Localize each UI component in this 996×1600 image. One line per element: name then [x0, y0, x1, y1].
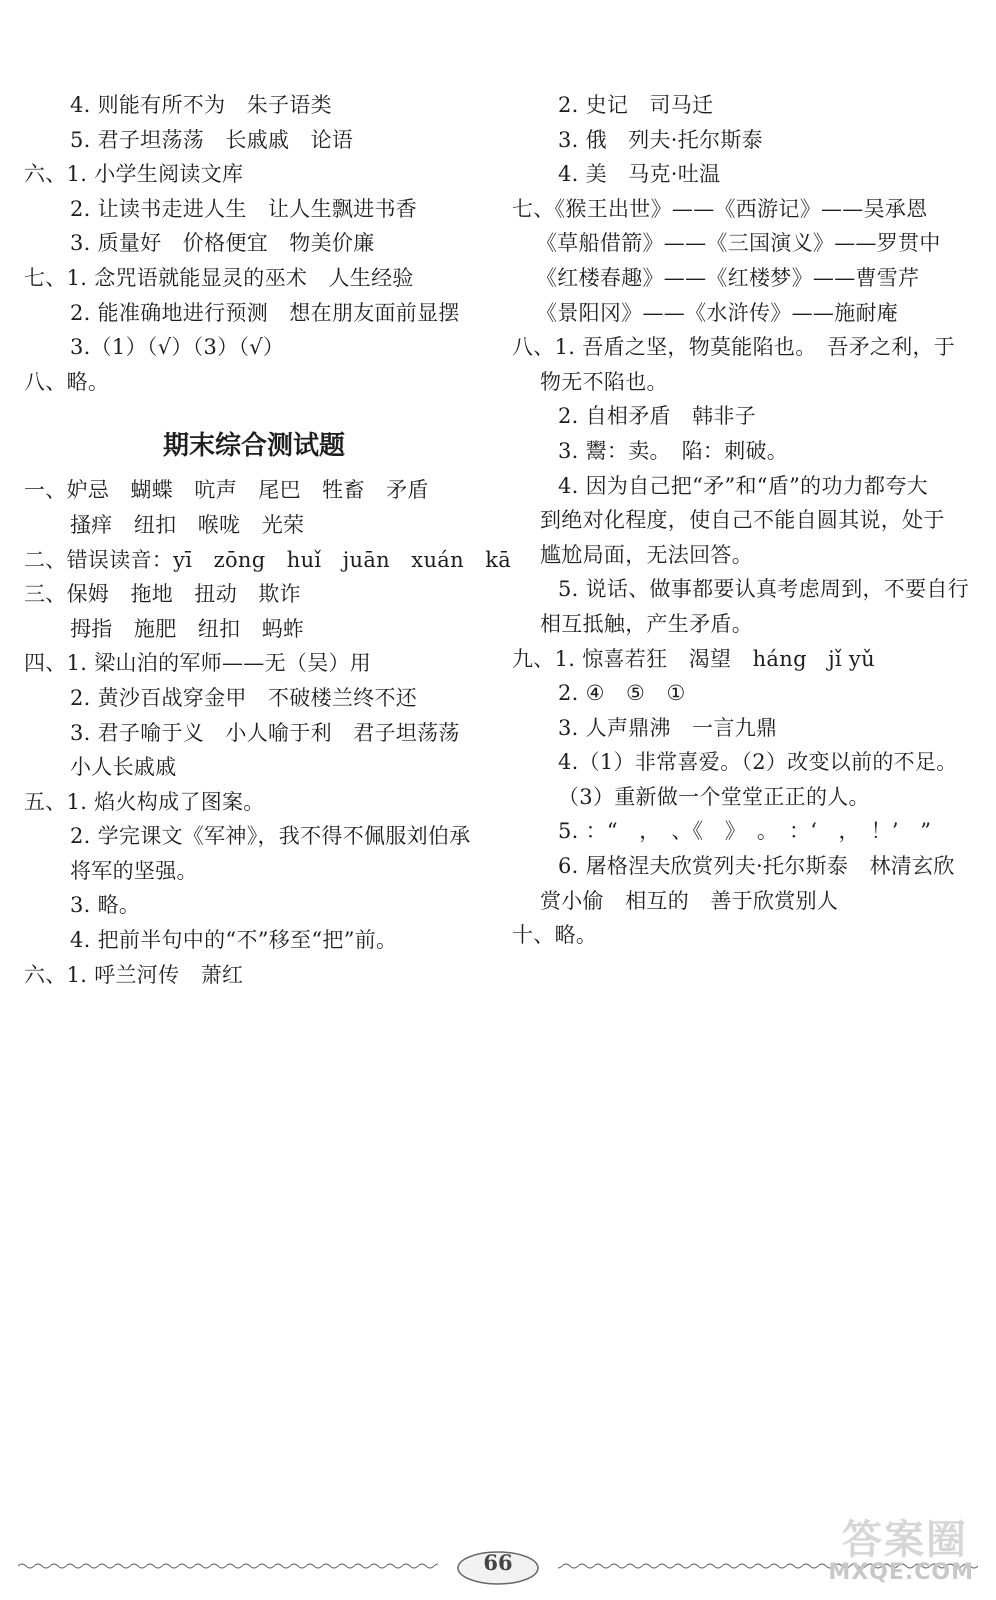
answer-line: 3. 人声鼎沸 一言九鼎 — [558, 715, 778, 740]
answer-line: 七、1. 念咒语就能显灵的巫术 人生经验 — [24, 265, 414, 290]
answer-line: 二、错误读音：yī zōng huǐ juān xuán kā — [24, 547, 512, 572]
answer-line: 五、1. 焰火构成了图案。 — [24, 789, 265, 814]
watermark-logo: 答案圈 — [842, 1517, 968, 1563]
answer-line: 4. 因为自己把“矛”和“盾”的功力都夸大 — [558, 473, 928, 498]
answer-line: 3. 君子喻于义 小人喻于利 君子坦荡荡 — [70, 720, 460, 745]
answer-line: 2. ④ ⑤ ① — [558, 681, 686, 706]
answer-line: 2. 学完课文《军神》，我不得不佩服刘伯承 — [70, 824, 471, 849]
answer-line: 《红楼春趣》——《红楼梦》——曹雪芹 — [536, 265, 920, 290]
answer-line: 十、略。 — [512, 923, 598, 948]
answer-line: 5. 君子坦荡荡 长戚戚 论语 — [70, 127, 354, 152]
answer-line: 拇指 施肥 纽扣 蚂蚱 — [70, 616, 305, 641]
answer-line: 尴尬局面，无法回答。 — [540, 542, 753, 567]
answer-line: 六、1. 小学生阅读文库 — [24, 162, 244, 187]
section-title: 期末综合测试题 — [162, 431, 345, 462]
right-column — [512, 88, 982, 953]
answer-line: 一、妒忌 蝴蝶 吭声 尾巴 牲畜 矛盾 — [24, 478, 429, 503]
answer-line: （3）重新做一个堂堂正正的人。 — [558, 784, 870, 809]
answer-line: 4. 美 马克·吐温 — [558, 162, 721, 187]
answer-line: 八、1. 吾盾之坚，物莫能陷也。 吾矛之利，于 — [512, 335, 956, 360]
answer-line: 2. 让读书走进人生 让人生飘进书香 — [70, 196, 418, 221]
watermark-site: MXQE.COM — [828, 1560, 974, 1585]
answer-line: 4. 把前半句中的“不”移至“把”前。 — [70, 928, 398, 953]
answer-line: 3. 略。 — [70, 893, 141, 918]
answer-line: 八、略。 — [24, 369, 110, 394]
answer-line: 三、保姆 拖地 扭动 欺诈 — [24, 582, 301, 607]
answer-line: 小人长戚戚 — [70, 755, 177, 780]
answer-line: 赏小偷 相互的 善于欣赏别人 — [540, 888, 839, 913]
answer-line: 到绝对化程度，使自己不能自圆其说，处于 — [540, 508, 945, 533]
answer-line: 3. 鬻：卖。 陷：刺破。 — [558, 438, 789, 463]
answer-line: 将军的坚强。 — [70, 858, 198, 883]
answer-line: 四、1. 梁山泊的军师——无（吴）用 — [24, 651, 372, 676]
left-column — [24, 88, 512, 992]
answer-line: 4. 则能有所不为 朱子语类 — [70, 93, 332, 117]
watermark — [808, 1508, 978, 1594]
answer-line: 搔痒 纽扣 喉咙 光荣 — [70, 512, 305, 537]
answer-line: 3. 质量好 价格便宜 物美价廉 — [70, 231, 375, 256]
answer-line: 5. ：“ ， 、《 》 。 ：‘ ， ！’ ” — [558, 819, 932, 844]
answer-line: 《景阳冈》——《水浒传》——施耐庵 — [536, 300, 899, 325]
answer-line: 3. 俄 列夫·托尔斯泰 — [558, 127, 763, 152]
answer-line: 相互抵触，产生矛盾。 — [540, 611, 753, 636]
answer-line: 物无不陷也。 — [540, 369, 668, 394]
answer-line: 七、《猴王出世》——《西游记》——吴承恩 — [512, 196, 928, 221]
answer-line: 2. 能准确地进行预测 想在朋友面前显摆 — [70, 300, 460, 325]
answer-line: 2. 自相矛盾 韩非子 — [558, 404, 757, 429]
answer-line: 3.（1）（√）（3）（√） — [70, 335, 285, 360]
page-number: 66 — [483, 1550, 513, 1575]
answer-line: 4.（1）非常喜爱。（2）改变以前的不足。 — [558, 750, 958, 775]
answer-line: 6. 屠格涅夫欣赏列夫·托尔斯泰 林清玄欣 — [558, 854, 955, 879]
answer-line: 5. 说话、做事都要认真考虑周到，不要自行 — [558, 577, 970, 602]
answer-line: 2. 黄沙百战穿金甲 不破楼兰终不还 — [70, 685, 418, 710]
answer-line: 六、1. 呼兰河传 萧红 — [24, 962, 244, 987]
answer-line: 2. 史记 司马迁 — [558, 93, 714, 117]
answer-line: 《草船借箭》——《三国演义》——罗贯中 — [536, 231, 941, 256]
answer-line: 九、1. 惊喜若狂 渴望 háng jǐ yǔ — [512, 646, 875, 671]
